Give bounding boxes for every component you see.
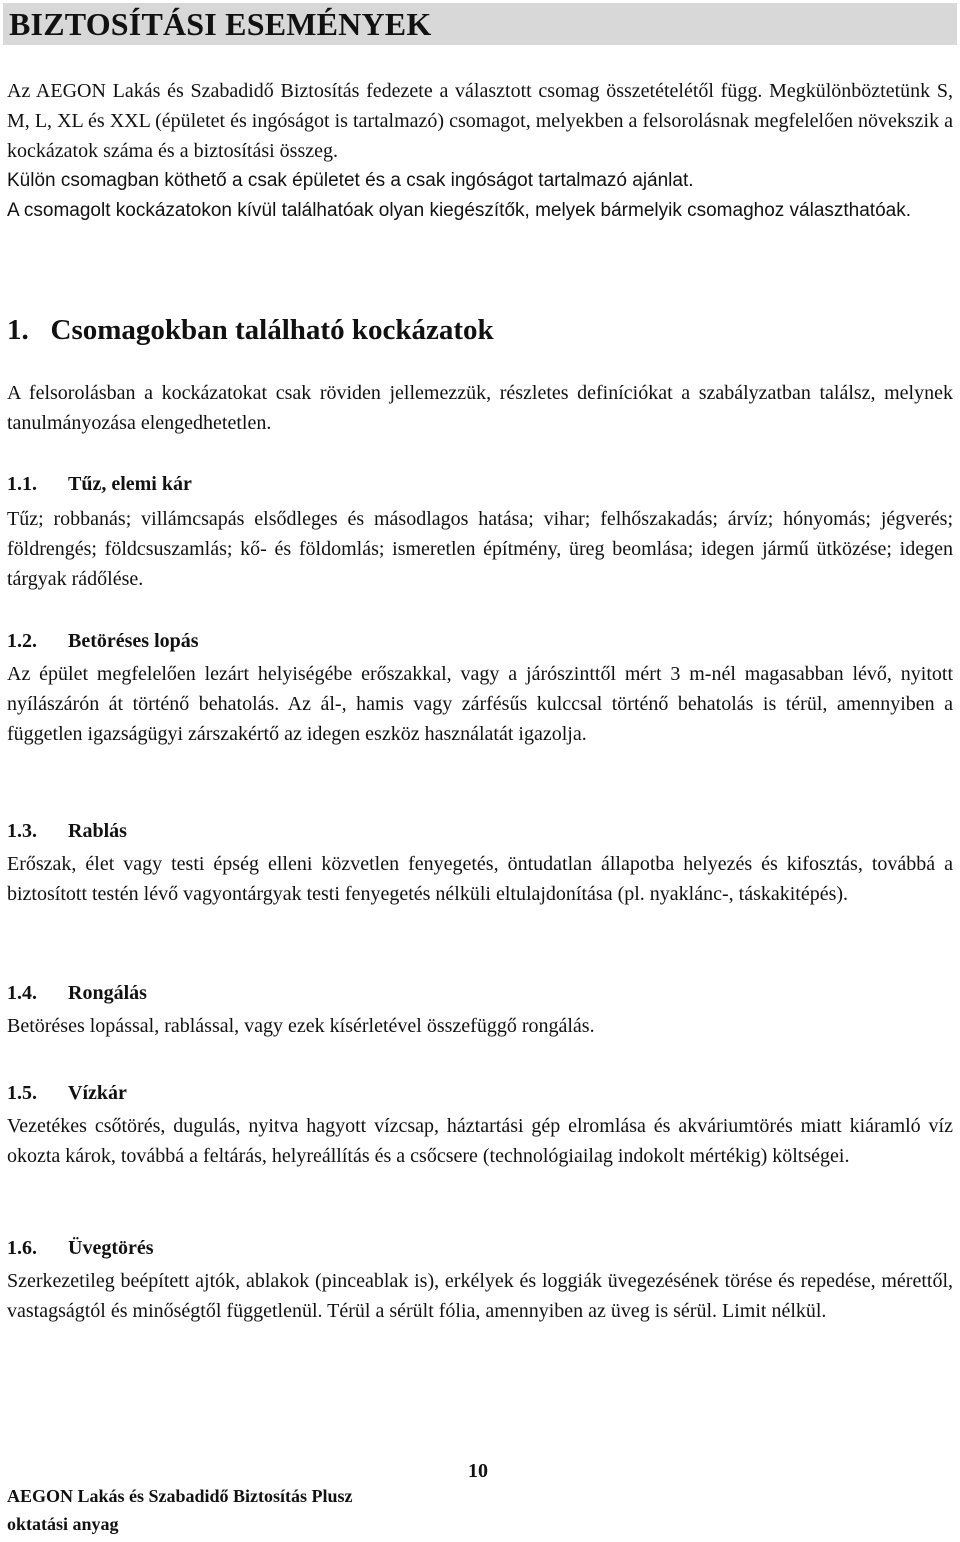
intro-text-1: Az AEGON Lakás és Szabadidő Biztosítás fedezete a választott csomag összetételétől függ. Megkülönböztetünk S, M, L, XL és XXL (épületet és ingóságot is tartalmazó) csomagot, melyekben a felsorolásnak megfelelően növekszik a kockázatok száma és a biztosítási összeg. [7,80,953,162]
subsection-heading [7,1234,953,1262]
footer [7,1482,353,1538]
subsection-text: Szerkezetileg beépített ajtók, ablakok (pinceablak is), erkélyek és loggiák üvegezésének törése és repedése, mérettől, vastagságtól és minőségtől függetlenül. Térül a sérült fólia, amennyiben az üveg is sérül. Limit nélkül. [7,1270,953,1322]
subsection-text: Az épület megfelelően lezárt helyiségébe erőszakkal, vagy a járószinttől mért 3 m-nél magasabban lévő, nyitott nyílászárón át történő behatolás. Az ál-, hamis vagy zárfésűs kulccsal történő behatolás is térül, amennyiben a független igazságügyi zárszakértő az idegen eszköz használatát igazolja. [7,663,953,745]
subsection-1-2 [7,627,953,749]
subsection-text: Vezetékes csőtörés, dugulás, nyitva hagyott vízcsap, háztartási gép elromlása és akváriumtörés miatt kiáramló víz okozta károk, továbbá a feltárás, helyreállítás és a csőcsere (technológiailag indokolt mértékig) költségei. [7,1115,953,1167]
subsection-text: Tűz; robbanás; villámcsapás elsődleges és másodlagos hatása; vihar; felhőszakadás; árvíz; hónyomás; jégverés; földrengés; földcsuszamlás; kő- és földomlás; ismeretlen építmény, üreg beomlása; idegen jármű ütközése; idegen tárgyak rádőlése. [7,508,953,590]
subsection-heading [7,627,953,655]
subsection-title: Rongálás [68,982,147,1004]
subsection-heading [7,1079,953,1107]
section-heading: 1. Csomagokban található kockázatok [7,314,494,346]
intro-paragraph-2 [7,166,953,196]
subsection-1-6 [7,1234,953,1326]
subsection-title: Betöréses lopás [68,630,199,652]
subsection-number: 1.5. [7,1082,37,1104]
subsection-title: Vízkár [68,1082,127,1104]
subsection-number: 1.6. [7,1237,37,1259]
section-1-intro [7,378,953,438]
subsection-number: 1.2. [7,630,37,652]
subsection-heading [7,817,953,845]
subsection-1-1 [7,470,953,594]
subsection-number: 1.4. [7,982,37,1004]
footer-line-2: oktatási anyag [7,1514,119,1534]
subsection-1-4 [7,979,953,1041]
intro-paragraph-1 [7,76,953,166]
section-intro-text: A felsorolásban a kockázatokat csak röviden jellemezzük, részletes definíciókat a szabályzatban találsz, melynek tanulmányozása elengedhetetlen. [7,382,953,434]
page-number: 10 [468,1460,488,1482]
subsection-title: Tűz, elemi kár [68,473,192,495]
subsection-number: 1.1. [7,473,37,495]
title-bar [3,3,957,45]
subsection-text: Betöréses lopással, rablással, vagy ezek kísérletével összefüggő rongálás. [7,1015,595,1037]
section-1 [7,312,953,348]
intro-text-2: Külön csomagban köthető a csak épületet és a csak ingóságot tartalmazó ajánlat. [7,170,694,191]
page-title: BIZTOSÍTÁSI ESEMÉNYEK [9,6,432,42]
subsection-1-5 [7,1079,953,1171]
subsection-heading [7,470,953,498]
subsection-heading [7,979,953,1007]
intro-text-3: A csomagolt kockázatokon kívül találhatóak olyan kiegészítők, melyek bármelyik csomaghoz választhatóak. [7,200,912,221]
footer-line-1: AEGON Lakás és Szabadidő Biztosítás Plusz [7,1486,353,1506]
intro-paragraph-3 [7,196,953,226]
subsection-title: Rablás [68,820,127,842]
subsection-1-3 [7,817,953,909]
subsection-title: Üvegtörés [68,1237,154,1259]
subsection-text: Erőszak, élet vagy testi épség elleni közvetlen fenyegetés, öntudatlan állapotba helyezés és kifosztás, továbbá a biztosított testén lévő vagyontárgyak testi fenyegetés nélküli eltulajdonítása (pl. nyaklánc-, táskakitépés). [7,853,953,905]
subsection-number: 1.3. [7,820,37,842]
